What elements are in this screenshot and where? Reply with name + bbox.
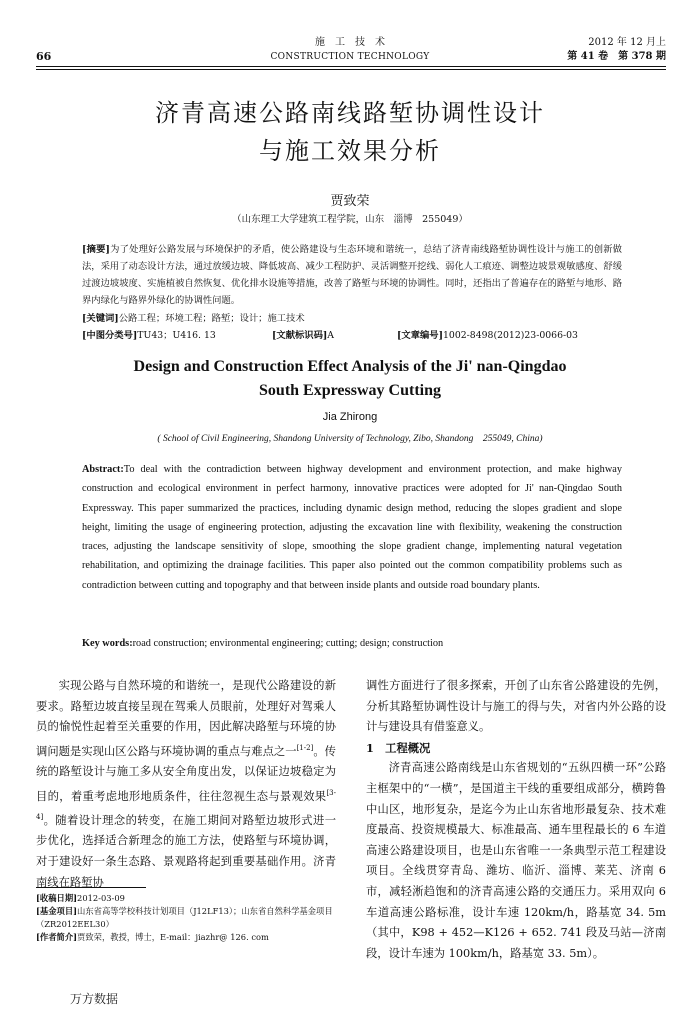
- abstract-cn-label: [摘要]: [82, 244, 110, 255]
- footnote-text: 山东省高等学校科技计划项目（J12LF13）；山东省自然科学基金项目（ZR2012EEL30）: [36, 906, 333, 929]
- keywords-en-text: road construction; environmental engineering; cutting; design; construction: [132, 638, 444, 649]
- header-rule-thin: [36, 69, 666, 70]
- footnote-text: 2012-03-09: [77, 893, 125, 903]
- footnote-author: [36, 931, 342, 944]
- classification-row: [82, 327, 622, 344]
- title-cn-line1: 济青高速公路南线路堑协调性设计: [155, 99, 545, 127]
- keywords-en: [82, 638, 622, 649]
- affiliation-cn: （山东理工大学建筑工程学院，山东 淄博 255049）: [232, 214, 468, 225]
- footnote-received: [36, 892, 342, 905]
- author-en: Jia Zhirong: [322, 411, 378, 423]
- body-left-column: [36, 676, 336, 893]
- body-text: 实现公路与自然环境的和谐统一，是现代公路建设的新要求。路堑边坡直接呈现在驾乘人员眼前，处理好对驾乘人员的愉悦性起着至关重要的作用，因此解决路堑与环境的协调问题是实现山区公路与环境协调的重点与难点之一: [36, 679, 336, 758]
- author-cn: 贾致荣: [330, 194, 370, 209]
- body-text: 。随着设计理念的转变，在施工期间对路堑边坡形式进一步优化，选择适合新理念的施工方法，使路堑与环境协调，对于建设好一条生态路、景观路将起到重要基础作用。济青南线在路堑协: [36, 813, 336, 889]
- abstract-cn: [82, 241, 622, 309]
- issue-date: 2012 年 12 月上: [588, 37, 666, 48]
- abstract-en-text: To deal with the contradiction between highway development and environment protection, and make highway construction and ecological environment in perfect harmony, innovative practices were adopted for Ji' nan-Qingdao South Expressway. This paper summarized the practices, including dynamic design method, reducing the slopes gradient and slope height, limiting the usage of engineering protection, adjusting the excavation line with flexibility, weakening the construction traces, adjusting the landscape sensitivity of slope, smoothing the slope gradient change, implementing natural vegetation rehabilitation, and optimizing the drainage facilities. This paper also pointed out the common compatibility problems such as contradiction between cutting and topography and that between inside plants and outside road boundary plants.: [82, 464, 622, 591]
- watermark-footer: 万方数据: [70, 992, 119, 1006]
- keywords-cn: [82, 310, 622, 327]
- issue-info: [567, 36, 666, 64]
- affiliation-en: ( School of Civil Engineering, Shandong University of Technology, Zibo, Shandong 255049, China): [157, 434, 543, 444]
- title-en-line2: South Expressway Cutting: [259, 382, 441, 399]
- citation: [1-2]: [296, 743, 314, 752]
- body-paragraph: [36, 676, 336, 893]
- title-en-line1: Design and Construction Effect Analysis of the Ji' nan-Qingdao: [133, 358, 567, 375]
- clc-label: [中图分类号]: [82, 330, 138, 341]
- keywords-en-label: Key words:: [82, 638, 133, 649]
- article-number-label: [文章编号]: [397, 330, 443, 341]
- page-number: 66: [36, 50, 52, 63]
- doc-code-label: [文献标识码]: [272, 330, 328, 341]
- citation: [3-4]: [36, 788, 336, 822]
- footnote-label: [收稿日期]: [36, 893, 78, 903]
- volume-issue: 第 41 卷 第 378 期: [567, 51, 666, 62]
- footnote-label: [基金项目]: [36, 906, 78, 916]
- section-heading: 1 工程概况: [366, 740, 431, 755]
- title-cn-line2: 与施工效果分析: [259, 137, 441, 165]
- footnote-label: [作者简介]: [36, 932, 78, 942]
- doc-code-value: A: [327, 330, 335, 341]
- abstract-cn-text: 为了处理好公路发展与环境保护的矛盾，使公路建设与生态环境和谐统一，总结了济青南线路堑协调性设计与施工的创新做法，采用了动态设计方法，通过放缓边坡、降低坡高、减少工程防护、灵活调整开挖线、弱化人工痕迹、调整边坡景观敏感度、舒缓过渡边坡坡度、实施植被自然恢复、优化排水设施等措施，改善了路堑与环境的协调性。同时，还指出了普遍存在的路堑与地形、路界内绿化与路界外绿化的协调性问题。: [82, 244, 622, 306]
- keywords-cn-text: 公路工程；环境工程；路堑；设计；施工技术: [118, 313, 305, 324]
- footnote-text: 贾致荣，教授，博士，E-mail：jiazhr@ 126. com: [77, 932, 269, 942]
- body-paragraph: 济青高速公路南线是山东省规划的“五纵四横一环”公路主框架中的“一横”，是国道主干线的重要组成部分，横跨鲁中山区，地形复杂，是迄今为止山东省地形最复杂、技术难度最高、投资规模最大、标准最高、通车里程最长的 6 车道高速公路建设项目，也是山东省唯一一条典型示范工程建设项目。全线贯穿青岛、潍坊、临沂、淄博、莱芜、济南 6 市，减轻淅趋饱和的济青高速公路的交通压力。采用双向 6 车道高速公路标准，设计车速 120km/h，路基宽 34. 5m（其中，K98 + 452—K126 + 652. 741 段及马站—济南段，设计车速为 100km/h，路基宽 33. 5m）。: [366, 761, 666, 960]
- abstract-en-label: Abstract:: [82, 464, 124, 475]
- body-paragraph: 调性方面进行了很多探索，开创了山东省公路建设的先例，分析其路堑协调性设计与施工的得与失，对省内外公路的设计与建设具有借鉴意义。: [366, 679, 666, 734]
- journal-name-en: CONSTRUCTION TECHNOLOGY: [270, 52, 430, 62]
- journal-name-cn: 施 工 技 术: [315, 37, 385, 48]
- keywords-cn-label: [关键词]: [82, 313, 119, 324]
- body-text: 。传统的路堑设计与施工多从安全角度出发，以保证边坡稳定为目的，着重考虑地形地质条件，往往忽视生态与景观效果: [36, 744, 336, 803]
- clc-value: TU43；U416. 13: [137, 330, 216, 341]
- article-number-value: 1002-8498(2012)23-0066-03: [443, 330, 578, 341]
- abstract-en: [82, 460, 622, 595]
- body-right-column: [366, 676, 666, 964]
- footnote-funding: [36, 905, 342, 931]
- footnotes: [36, 892, 342, 944]
- header-rule: [36, 66, 666, 67]
- footnote-rule: [36, 887, 146, 888]
